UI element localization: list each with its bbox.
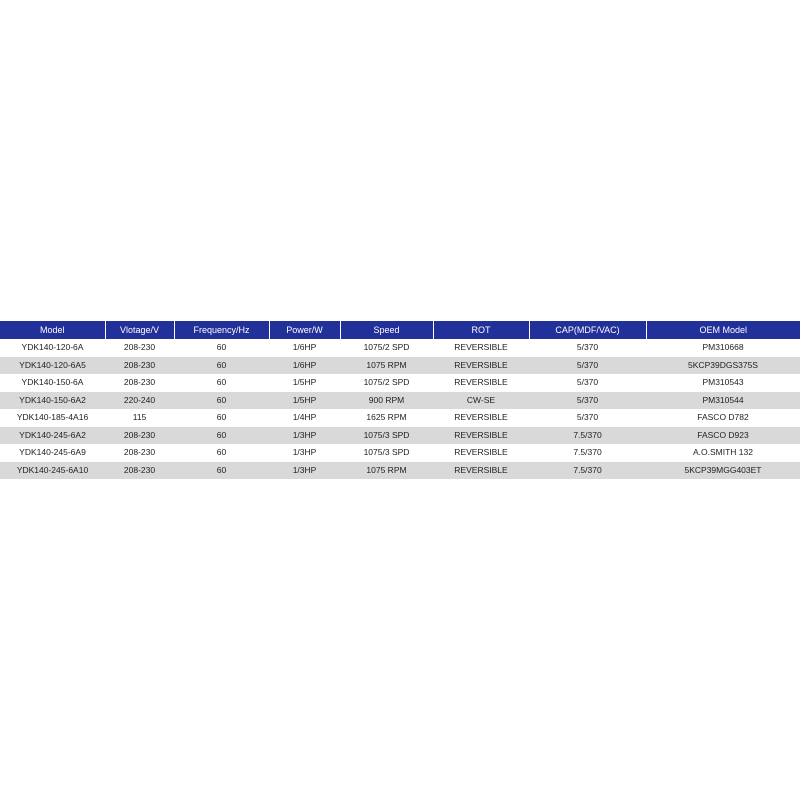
cell-oem-model: PM310668 [702,342,744,352]
cell-frequency: 60 [216,429,227,440]
table-row [0,392,800,410]
cell-cap: 5/370 [576,342,599,352]
cell-frequency: 60 [216,342,227,352]
cell-rot: REVERSIBLE [454,412,508,422]
cell-voltage: 208-230 [123,359,156,370]
cell-frequency: 60 [216,464,227,475]
header-rot: ROT [433,321,529,339]
table-row [0,339,800,357]
header-row [0,321,800,339]
cell-oem-model: FASCO D782 [697,412,749,422]
cell-rot: REVERSIBLE [454,342,508,352]
cell-cap: 5/370 [576,394,599,405]
table-row [0,462,800,480]
cell-model: YDK140-245-6A10 [16,464,89,475]
cell-cap: 5/370 [576,377,599,387]
cell-model: YDK140-120-6A [21,342,84,352]
table-row [0,357,800,375]
cell-voltage: 208-230 [123,447,156,457]
cell-speed: 1075/2 SPD [363,377,410,387]
cell-power: 1/6HP [292,359,317,370]
table-row [0,409,800,427]
header-speed: Speed [340,321,433,339]
cell-model: YDK140-120-6A5 [19,359,86,370]
cell-power: 1/5HP [292,377,317,387]
cell-frequency: 60 [216,412,227,422]
cell-voltage: 208-230 [123,377,156,387]
cell-cap: 7.5/370 [573,447,602,457]
cell-speed: 900 RPM [368,394,405,405]
cell-oem-model: PM310544 [702,394,744,405]
cell-cap: 7.5/370 [573,464,602,475]
cell-voltage: 115 [132,412,147,422]
cell-power: 1/3HP [292,429,317,440]
cell-rot: REVERSIBLE [454,464,508,475]
header-model: Model [0,321,105,339]
cell-model: YDK140-150-6A [21,377,84,387]
cell-power: 1/3HP [292,464,317,475]
cell-cap: 5/370 [576,412,599,422]
table-row [0,374,800,392]
cell-model: YDK140-245-6A9 [19,447,86,457]
cell-rot: CW-SE [466,394,496,405]
header-frequency: Frequency/Hz [174,321,269,339]
cell-model: YDK140-185-4A16 [16,412,89,422]
table-header [0,321,800,339]
header-voltage: Vlotage/V [105,321,174,339]
cell-voltage: 208-230 [123,429,156,440]
header-oem-model: OEM Model [699,325,747,335]
cell-frequency: 60 [216,447,227,457]
cell-speed: 1075/2 SPD [363,342,410,352]
cell-power: 1/5HP [292,394,317,405]
cell-speed: 1075/3 SPD [363,447,410,457]
cell-voltage: 208-230 [123,342,156,352]
cell-speed: 1075 RPM [366,359,407,370]
cell-oem-model: PM310543 [702,377,744,387]
cell-oem-model: FASCO D923 [697,429,749,440]
cell-oem-model: 5KCP39DGS375S [688,359,758,370]
cell-rot: REVERSIBLE [454,377,508,387]
cell-voltage: 220-240 [123,394,156,405]
cell-model: YDK140-150-6A2 [19,394,86,405]
cell-speed: 1075/3 SPD [363,429,410,440]
header-power: Power/W [269,321,340,339]
cell-oem-model: A.O.SMITH 132 [693,447,753,457]
motor-spec-table [0,321,800,479]
table-row [0,444,800,462]
cell-frequency: 60 [216,359,227,370]
table-row [0,427,800,445]
cell-power: 1/4HP [292,412,317,422]
cell-model: YDK140-245-6A2 [19,429,86,440]
cell-speed: 1075 RPM [366,464,407,475]
cell-oem-model: 5KCP39MGG403ET [684,464,762,475]
cell-speed: 1625 RPM [366,412,407,422]
cell-rot: REVERSIBLE [454,447,508,457]
cell-cap: 5/370 [576,359,599,370]
table-body [0,339,800,479]
cell-rot: REVERSIBLE [454,429,508,440]
cell-rot: REVERSIBLE [454,359,508,370]
cell-power: 1/3HP [292,447,317,457]
cell-frequency: 60 [216,377,227,387]
cell-voltage: 208-230 [123,464,156,475]
cell-cap: 7.5/370 [573,429,602,440]
header-cap: CAP(MDF/VAC) [529,321,646,339]
cell-frequency: 60 [216,394,227,405]
cell-power: 1/6HP [292,342,317,352]
